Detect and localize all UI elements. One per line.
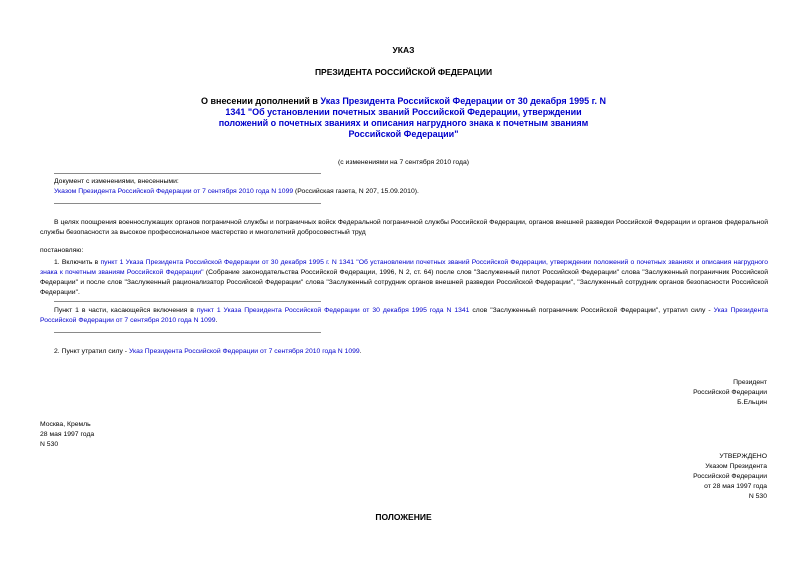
- section-heading: ПОЛОЖЕНИЕ: [375, 512, 432, 522]
- approved-label: УТВЕРЖДЕНО: [719, 453, 767, 460]
- item-1-note-bottom-rule: [54, 332, 321, 333]
- amendment-decree-link[interactable]: Указом Президента Российской Федерации от 7 сентября 2010 года N 1099: [54, 188, 294, 195]
- item-1-note-prefix: Пункт 1 в части, касающейся включения в: [54, 307, 197, 314]
- title-decree-link[interactable]: Указ Президента Российской Федерации от 30 декабря 1995 г. N 1341 "Об установлении почетных званий Российской Федерации, утверждении положений о почетных званиях и описания нагрудного знака к почетным званиям Российской Федерации": [218, 96, 607, 139]
- item-2-repeal-link[interactable]: Указ Президента Российской Федерации от 7 сентября 2010 года N 1099: [128, 348, 360, 355]
- decree-heading: УКАЗ: [392, 45, 415, 55]
- decree-number: N 530: [40, 441, 59, 448]
- approval-block: [693, 452, 767, 502]
- resolved-line: постановляю:: [40, 247, 84, 254]
- amendment-intro: Документ с изменениями, внесенными:: [54, 178, 179, 185]
- president-heading: ПРЕЗИДЕНТА РОССИЙСКОЙ ФЕДЕРАЦИИ: [314, 67, 493, 77]
- approved-number: N 530: [748, 493, 767, 500]
- amendment-bottom-rule: [54, 203, 321, 204]
- item-1-note: [40, 306, 768, 326]
- title-prefix: О внесении дополнений в: [200, 96, 321, 106]
- item-1-note-middle: слов "Заслуженный пограничник Российской Федерации", утратил силу -: [469, 307, 714, 314]
- item-1-tail: (Собрание законодательства Российской Федерации, 1996, N 2, ст. 64) после слов "Заслуженный пилот Российской Федерации" слова "Заслуженный пограничник Российской Федерации" и после слов "Заслуженный рационализатор Российской Федерации" слова "Заслуженный сотрудник органов внешней разведки Российской Федерации", "Заслуженный сотрудник органов безопасности Российской Федерации".: [40, 269, 768, 296]
- item-1-prefix: 1. Включить в: [54, 259, 101, 266]
- preamble-paragraph: В целях поощрения военнослужащих органов пограничной службы и пограничных войск Федеральной пограничной службы Российской Федерации, органов внешней разведки Российской Федерации и органов федеральной службы безопасности за высокое профессиональное мастерство и многолетний добросовестный труд: [40, 219, 768, 236]
- item-2-prefix: 2. Пункт утратил силу -: [54, 348, 129, 355]
- approved-country: Российской Федерации: [693, 473, 767, 480]
- item-1-paragraph: [40, 258, 768, 298]
- amendment-tail: (Российская газета, N 207, 15.09.2010).: [293, 188, 419, 195]
- item-1-note-end: .: [215, 317, 218, 324]
- approved-date: от 28 мая 1997 года: [704, 483, 767, 490]
- date: 28 мая 1997 года: [40, 431, 95, 438]
- item-2-end: .: [359, 348, 362, 355]
- document-title: [200, 96, 607, 140]
- item-1-note-decree-link[interactable]: пункт 1 Указа Президента Российской Федерации от 30 декабря 1995 года N 1341: [196, 307, 470, 314]
- amendment-source: [54, 187, 474, 197]
- place: Москва, Кремль: [40, 421, 91, 428]
- approved-by: Указом Президента: [705, 463, 767, 470]
- signature-title: Президент: [733, 379, 767, 386]
- item-2-paragraph: [40, 347, 768, 357]
- signature-country: Российской Федерации: [693, 389, 767, 396]
- place-date-block: [40, 420, 94, 450]
- item-1-note-repeal-link[interactable]: Указ Президента Российской Федерации от 7 сентября 2010 года N 1099: [40, 307, 769, 324]
- signature-name: Б.Ельцин: [737, 399, 767, 406]
- signature-block: [693, 378, 767, 408]
- item-1-decree-link[interactable]: пункт 1 Указа Президента Российской Федерации от 30 декабря 1995 г. N 1341 "Об установлении почетных званий Российской Федерации, утверждении положений о почетных званиях и описания нагрудного знака к почетным званиям Российской Федерации": [40, 259, 768, 276]
- item-1-note-top-rule: [54, 301, 321, 302]
- changes-note: (с изменениями на 7 сентября 2010 года): [338, 159, 469, 166]
- amendment-top-rule: [54, 173, 321, 174]
